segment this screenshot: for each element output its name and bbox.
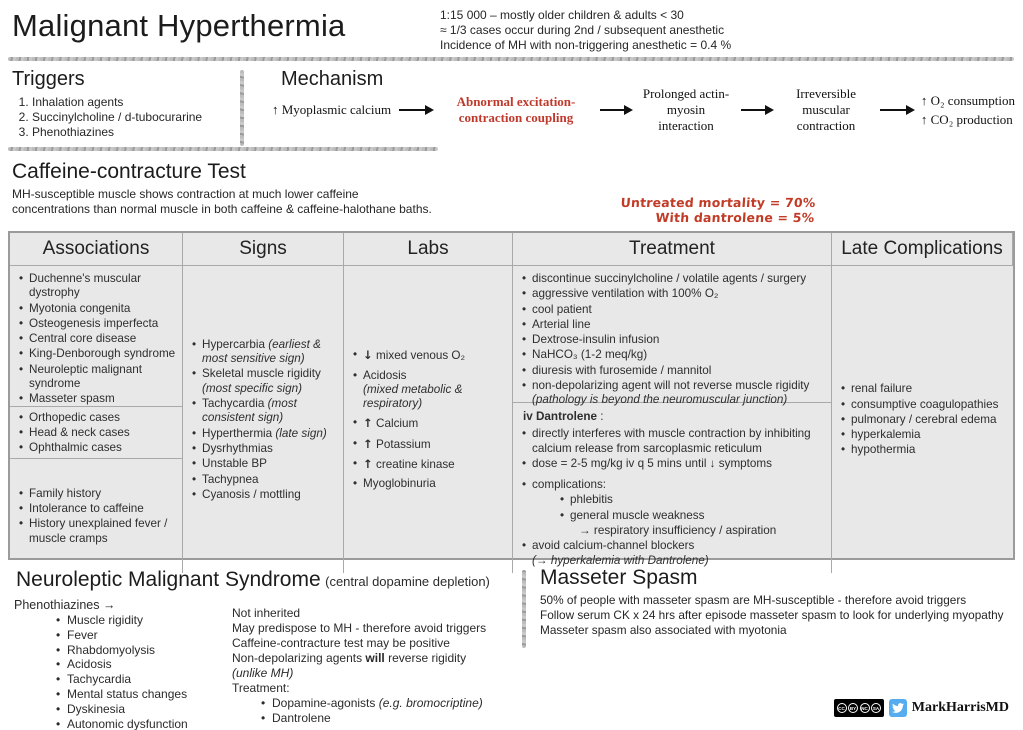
nms-note: May predispose to MH - therefore avoid triggers: [232, 621, 487, 635]
lab-item: • Myoglobinuria: [352, 477, 508, 491]
dantrolene-item: • directly interferes with muscle contraction by inhibiting calcium release from sarcoplasmic reticulum: [521, 427, 827, 456]
caffeine-line: concentrations than normal muscle in both caffeine & caffeine-halothane baths.: [12, 202, 432, 216]
associations-diseases-cell: [10, 266, 182, 407]
nms-treatment-label: Treatment:: [232, 681, 290, 695]
flow-step-myoplasmic-calcium: ↑ Myoplasmic calcium: [272, 102, 392, 117]
treatment-item: • discontinue succinylcholine / volatile agents / surgery: [521, 272, 827, 286]
flow-outcomes: [921, 93, 1015, 128]
treatment-item: • cool patient: [521, 303, 827, 317]
sign-item: • Unstable BP: [191, 457, 339, 471]
flow-step-abnormal-coupling: Abnormal excitation-contraction coupling: [456, 94, 576, 125]
association-item: • Duchenne's muscular dystrophy: [18, 272, 178, 301]
flow-outcome-o2: ↑ O₂ consumption: [920, 92, 1015, 108]
late-complications-cell: [832, 266, 1013, 573]
nms-subheading: (central dopamine depletion): [325, 574, 490, 589]
cc-icon: CC: [837, 703, 847, 713]
treatment-column: [513, 266, 832, 573]
association-item: • Myotonia congenita: [18, 302, 178, 316]
divider-triggers-mechanism: [240, 70, 244, 146]
association-item: • Family history: [18, 487, 178, 501]
sign-item: • Hypercarbia (earliest & most sensitive sign): [191, 338, 339, 367]
flow-step-muscular-contraction: Irreversible muscular contraction: [796, 86, 856, 133]
nms-lead: Phenothiazines →: [14, 598, 116, 612]
association-item: • History unexplained fever / muscle cramps: [18, 517, 178, 546]
treatment-item: • Arterial line: [521, 318, 827, 332]
nms-symptom-list: [55, 613, 188, 730]
late-complication-item: • pulmonary / cerebral edema: [840, 413, 1009, 427]
divider-mechanism-bottom: [8, 147, 438, 151]
nms-symptom: • Dyskinesia: [55, 702, 188, 717]
nms-symptom: • Muscle rigidity: [55, 613, 188, 628]
cc-nc-icon: NC: [860, 703, 870, 713]
mh-summary-table: [8, 231, 1015, 567]
header-note-line: Incidence of MH with non-triggering anesthetic = 0.4 %: [440, 38, 732, 52]
association-item: • Central core disease: [18, 332, 178, 346]
late-complication-item: • hypothermia: [840, 443, 1009, 457]
associations-column: [10, 266, 183, 573]
triggers-heading: Triggers: [12, 68, 85, 90]
creative-commons-badge: [834, 699, 884, 717]
divider-header: [8, 57, 1014, 61]
sign-item: • Cyanosis / mottling: [191, 488, 339, 502]
association-item: • Intolerance to caffeine: [18, 502, 178, 516]
late-complication-item: • hyperkalemia: [840, 428, 1009, 442]
page-title: Malignant Hyperthermia: [12, 8, 346, 43]
labs-column: [344, 266, 513, 573]
association-item: • Masseter spasm: [18, 392, 178, 406]
treatment-dantrolene-cell: [513, 403, 831, 573]
signs-cell: [183, 266, 343, 573]
lab-item: • ↓ mixed venous O₂: [352, 348, 508, 363]
author-handle[interactable]: MarkHarrisMD: [911, 700, 1009, 715]
mortality-untreated: Untreated mortality = 70%: [620, 195, 817, 210]
mechanism-flow: [272, 86, 1015, 134]
association-item: • Head & neck cases: [18, 426, 178, 440]
twitter-icon[interactable]: [889, 699, 907, 717]
association-item: • Osteogenesis imperfecta: [18, 317, 178, 331]
nms-symptom: • Rhabdomyolysis: [55, 643, 188, 658]
treatment-item: • Dextrose-insulin infusion: [521, 333, 827, 347]
header-note-line: 1:15 000 – mostly older children & adults < 30: [440, 8, 684, 22]
nms-symptom: • Autonomic dysfunction: [55, 717, 188, 730]
right-arrow-icon: [741, 109, 772, 111]
right-arrow-icon: [880, 109, 913, 111]
dantrolene-item: • dose = 2-5 mg/kg iv q 5 mins until ↓ symptoms: [521, 457, 827, 471]
complication-consequence: → respiratory insufficiency / aspiration: [579, 524, 777, 538]
nms-symptom: • Acidosis: [55, 657, 188, 672]
nms-treatment-list: [260, 696, 486, 726]
nms-symptom: • Fever: [55, 628, 188, 643]
nms-section: [16, 568, 490, 592]
column-header-associations: Associations: [10, 233, 183, 266]
dantrolene-item: • avoid calcium-channel blockers (→ hyperkalemia with Dantrolene): [521, 539, 827, 568]
flow-outcome-co2: ↑ CO₂ production: [920, 111, 1013, 127]
mechanism-heading: Mechanism: [281, 68, 384, 90]
dantrolene-title: iv Dantrolene :: [523, 410, 604, 423]
nms-treatment-item: • Dantrolene: [260, 711, 486, 726]
caffeine-line: MH-susceptible muscle shows contraction at much lower caffeine: [12, 187, 359, 201]
nms-treatment-item: • Dopamine-agonists (e.g. bromocriptine): [260, 696, 486, 711]
complication-item: • phlebitis: [559, 493, 827, 507]
labs-cell: [344, 266, 512, 573]
trigger-item: 2. Succinylcholine / d-tubocurarine: [32, 110, 232, 125]
associations-surgery-cell: [10, 407, 182, 459]
treatment-general-cell: [513, 266, 831, 407]
association-item: • Ophthalmic cases: [18, 441, 178, 455]
divider-masseter: [522, 570, 526, 648]
nms-symptom: • Tachycardia: [55, 672, 188, 687]
lab-item: • ↑ creatine kinase: [352, 457, 508, 472]
late-complication-item: • consumptive coagulopathies: [840, 398, 1009, 412]
masseter-line: Masseter spasm also associated with myotonia: [540, 623, 787, 637]
twitter-bird-icon: [892, 702, 904, 714]
masseter-body: [540, 593, 1004, 638]
triggers-list: [32, 95, 232, 140]
column-header-signs: Signs: [183, 233, 344, 266]
masseter-heading: Masseter Spasm: [540, 566, 698, 589]
trigger-item: 1. Inhalation agents: [32, 95, 232, 110]
treatment-item: • non-depolarizing agent will not reverse muscle rigidity (pathology is beyond the neuromuscular junction): [521, 379, 827, 408]
dantrolene-item: • complications: • phlebitis • general muscle weakness → respiratory insufficiency / aspiration: [521, 478, 827, 538]
association-item: • Neuroleptic malignant syndrome: [18, 363, 178, 392]
nms-symptom: • Mental status changes: [55, 687, 188, 702]
cc-sa-icon: SA: [871, 703, 881, 713]
header-note-line: ≈ 1/3 cases occur during 2nd / subsequent anesthetic: [440, 23, 725, 37]
mortality-annotation: [554, 195, 816, 225]
treatment-item: • NaHCO₃ (1-2 meq/kg): [521, 348, 827, 362]
masseter-section: [540, 566, 1004, 638]
signs-column: [183, 266, 344, 573]
complication-item: • general muscle weakness: [559, 509, 827, 523]
nms-note: (unlike MH): [232, 666, 294, 680]
treatment-item: • diuresis with furosemide / mannitol: [521, 364, 827, 378]
header-notes: [440, 8, 731, 53]
sign-item: • Dysrhythmias: [191, 442, 339, 456]
caffeine-heading: Caffeine-contracture Test: [12, 160, 246, 183]
cc-by-icon: BY: [848, 703, 858, 713]
column-header-treatment: Treatment: [513, 233, 832, 266]
nms-note: Non-depolarizing agents will reverse rigidity: [232, 651, 467, 665]
late-complications-column: [832, 266, 1013, 573]
triggers-section: [12, 68, 232, 140]
footer-credits: [834, 699, 1009, 717]
right-arrow-icon: [399, 109, 432, 111]
association-item: • King-Denborough syndrome: [18, 347, 178, 361]
column-header-late-complications: Late Complications: [832, 233, 1013, 266]
sign-item: • Tachycardia (most consistent sign): [191, 397, 339, 426]
nms-note: Caffeine-contracture test may be positive: [232, 636, 450, 650]
sign-item: • Tachypnea: [191, 473, 339, 487]
lab-item: • ↑ Potassium: [352, 437, 508, 452]
late-complication-item: • renal failure: [840, 382, 1009, 396]
mortality-dantrolene: With dantrolene = 5%: [655, 210, 815, 225]
nms-note: Not inherited: [232, 606, 301, 620]
right-arrow-icon: [600, 109, 631, 111]
nms-heading: Neuroleptic Malignant Syndrome: [16, 568, 321, 591]
associations-history-cell: [10, 459, 182, 573]
lab-item: • ↑ Calcium: [352, 416, 508, 431]
flow-step-actin-myosin: Prolonged actin-myosin interaction: [642, 86, 730, 133]
masseter-line: Follow serum CK x 24 hrs after episode masseter spasm to look for underlying myopathy: [540, 608, 1004, 622]
trigger-item: 3. Phenothiazines: [32, 125, 232, 140]
column-header-labs: Labs: [344, 233, 513, 266]
sign-item: • Skeletal muscle rigidity (most specific sign): [191, 367, 339, 396]
association-item: • Orthopedic cases: [18, 411, 178, 425]
nms-notes: [232, 606, 486, 726]
caffeine-test-section: [12, 160, 432, 217]
sign-item: • Hyperthermia (late sign): [191, 427, 339, 441]
lab-item: • Acidosis (mixed metabolic & respiratory): [352, 369, 508, 412]
caffeine-body: [12, 187, 432, 217]
masseter-line: 50% of people with masseter spasm are MH-susceptible - therefore avoid triggers: [540, 593, 967, 607]
treatment-item: • aggressive ventilation with 100% O₂: [521, 287, 827, 301]
